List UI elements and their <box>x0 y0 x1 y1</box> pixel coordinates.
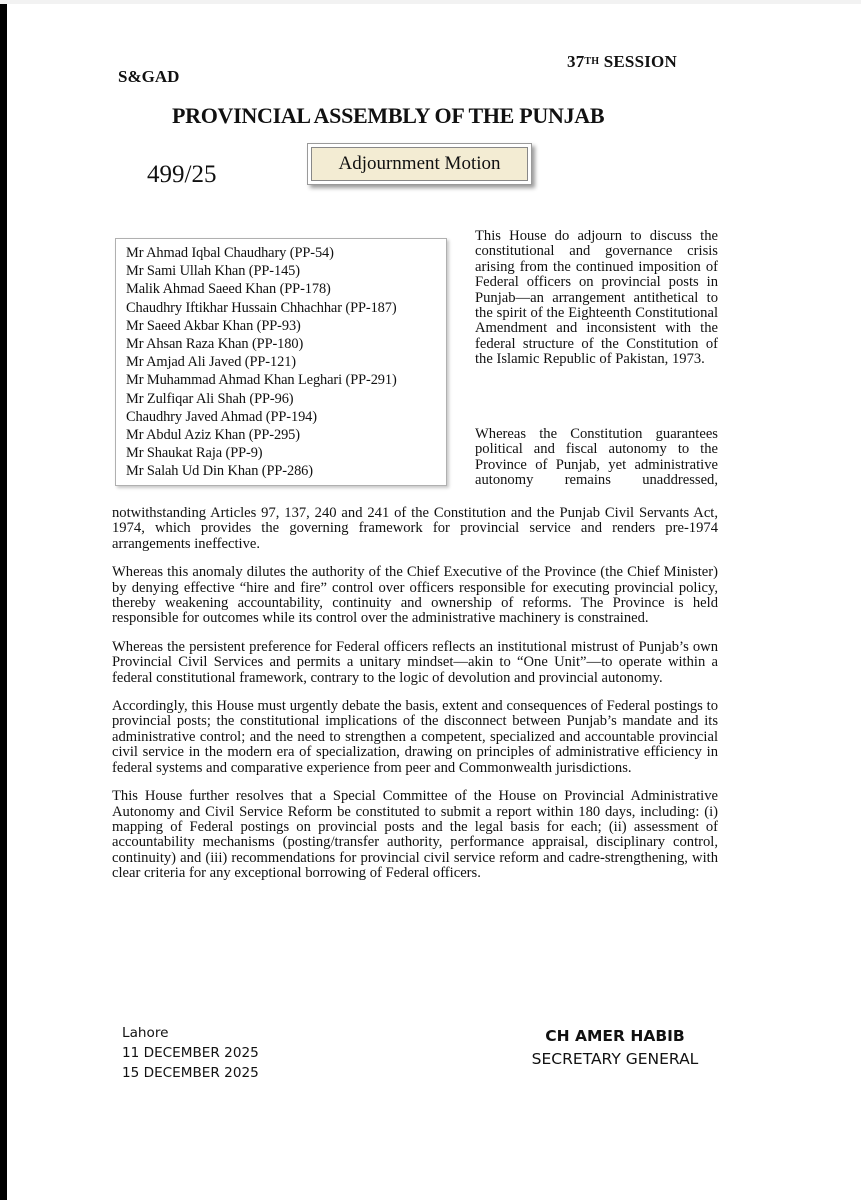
motion-intro-column <box>475 229 718 368</box>
document-page <box>7 0 861 1200</box>
whereas-2-paragraph: Whereas this anomaly dilutes the authority of the Chief Executive of the Province (the Chief Minister) by denying effective “hire and fire” control over officers responsible for executing provincial policy, thereby weakening accountability, continuity and ownership of reforms. The Province is held responsible for outcomes while its control over the administrative machinery is constrained. <box>112 564 718 627</box>
member-item: Mr Ahsan Raza Khan (PP-180) <box>126 336 304 353</box>
member-item: Mr Muhammad Ahmad Khan Leghari (PP-291) <box>126 372 397 389</box>
member-item: Mr Sami Ullah Khan (PP-145) <box>126 263 300 280</box>
whereas-1-opening: Whereas the Constitution guarantees political and fiscal autonomy to the Province of Punjab, yet administrative autonomy remains unaddressed, <box>475 426 718 489</box>
signatory-name: CH AMER HABIB <box>545 1027 685 1045</box>
whereas-1-continuation: notwithstanding Articles 97, 137, 240 and 241 of the Constitution and the Punjab Civil Servants Act, 1974, which provides the governing framework for provincial service and renders pre-1974 arrangements ineffective. <box>112 505 718 552</box>
scan-left-edge <box>0 0 7 1200</box>
member-item: Mr Shaukat Raja (PP-9) <box>126 445 263 462</box>
session-value: 37 <box>567 52 585 71</box>
session-superscript: TH <box>584 56 600 67</box>
signature-block <box>515 1025 715 1071</box>
motion-body <box>112 506 718 895</box>
resolution-paragraph: This House further resolves that a Special Committee of the House on Provincial Administrative Autonomy and Civil Service Reform be constituted to submit a report within 180 days, including: (i) mapping of Federal postings on provincial posts and the legal basis for each; (ii) assessment of accountability mechanisms (posting/transfer authority, performance appraisal, disciplinary control, continuity) and (iii) recommendations for provincial civil service reform and cadre-strengthening, with clear criteria for any exceptional borrowing of Federal officers. <box>112 788 718 882</box>
session-number <box>567 52 677 72</box>
motion-number: 499/25 <box>147 161 217 188</box>
member-item: Mr Abdul Aziz Khan (PP-295) <box>126 427 300 444</box>
signatory-title: SECRETARY GENERAL <box>531 1050 699 1068</box>
session-label: SESSION <box>603 52 677 71</box>
member-item: Mr Zulfiqar Ali Shah (PP-96) <box>126 390 294 407</box>
member-item: Mr Salah Ud Din Khan (PP-286) <box>126 463 313 480</box>
member-item: Mr Saeed Akbar Khan (PP-93) <box>126 317 301 334</box>
assembly-title: PROVINCIAL ASSEMBLY OF THE PUNJAB <box>172 103 605 128</box>
motion-type-box <box>307 143 532 185</box>
department-code: S&GAD <box>118 67 180 86</box>
member-item: Mr Ahmad Iqbal Chaudhary (PP-54) <box>126 245 334 261</box>
date-1: 11 DECEMBER 2025 <box>122 1045 259 1061</box>
member-item: Mr Amjad Ali Javed (PP-121) <box>126 354 296 371</box>
motion-intro-paragraph: This House do adjourn to discuss the constitutional and governance crisis arising from the continued imposition of Federal officers on provincial posts in Punjab—an arrangement antithetical to the spirit of the Eighteenth Constitutional Amendment and inconsistent with the federal structure of the Constitution of the Islamic Republic of Pakistan, 1973. <box>475 228 718 368</box>
place: Lahore <box>122 1025 169 1041</box>
whereas-3-paragraph: Whereas the persistent preference for Federal officers reflects an institutional mistrust of Punjab’s own Provincial Civil Services and permits a unitary mindset—akin to “One Unit”—to operate within a federal constitutional framework, contrary to the logic of devolution and provincial autonomy. <box>112 638 718 686</box>
date-2: 15 DECEMBER 2025 <box>122 1065 259 1081</box>
member-item: Chaudhry Iftikhar Hussain Chhachhar (PP-187) <box>126 299 397 316</box>
members-list <box>115 238 447 486</box>
member-item: Malik Ahmad Saeed Khan (PP-178) <box>126 281 331 298</box>
motion-type-label: Adjournment Motion <box>338 153 501 174</box>
accordingly-paragraph: Accordingly, this House must urgently debate the basis, extent and consequences of Federal postings to provincial posts; the constitutional implications of the disconnect between Punjab’s mandate and its administrative control; and the need to strengthen a competent, specialized and accountable provincial civil service in the modern era of specialization, drawing on principles of administrative efficiency in federal systems and comparative experience from peer and Commonwealth jurisdictions. <box>112 698 718 776</box>
place-and-dates <box>122 1023 259 1083</box>
member-item: Chaudhry Javed Ahmad (PP-194) <box>126 408 317 425</box>
